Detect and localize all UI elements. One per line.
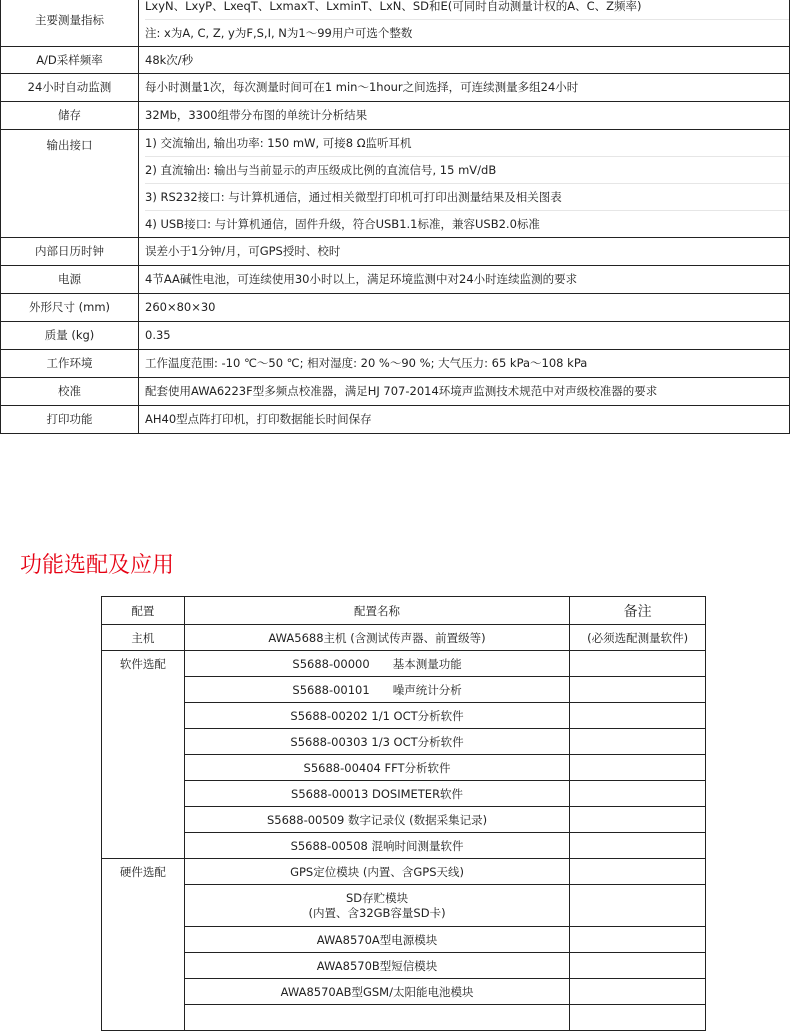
config-table <box>101 596 706 1031</box>
spec-row-calibration <box>1 377 790 405</box>
config-row <box>102 651 706 677</box>
spec-row-clock <box>1 237 790 265</box>
spec-value: 4节AA碱性电池，可连续使用30小时以上，满足环境监测中对24小时连续监测的要求 <box>139 265 790 293</box>
software-item: S5688-00202 1/1 OCT分析软件 <box>184 703 569 729</box>
spec-key: A/D采样频率 <box>1 47 139 74</box>
spec-value: 260×80×30 <box>139 293 790 321</box>
config-row <box>102 781 706 807</box>
spec-value: LxyN、LxyP、LxeqT、LxmaxT、LxminT、LxN、SD和E(可同时自动测量计权的A、C、Z频率) <box>145 0 642 13</box>
spec-value: AH40型点阵打印机，打印数据能长时间保存 <box>139 405 790 433</box>
header-note: 备注 <box>570 597 706 625</box>
hardware-item: AWA8570A型电源模块 <box>184 927 569 953</box>
spec-table <box>0 0 790 434</box>
section-heading: 功能选配及应用 <box>20 553 175 578</box>
config-row <box>102 885 706 927</box>
spec-row-output <box>1 129 790 237</box>
config-row <box>102 807 706 833</box>
spec-value: 1) 交流输出, 输出功率: 150 mW, 可接8 Ω监听耳机 <box>145 135 412 150</box>
spec-key: 质量 (kg) <box>1 321 139 349</box>
spec-key: 校准 <box>1 377 139 405</box>
config-row <box>102 1005 706 1031</box>
spec-key: 工作环境 <box>1 349 139 377</box>
spec-value: 配套使用AWA6223F型多频点校准器，满足HJ 707-2014环境声监测技术规范中对声级校准器的要求 <box>139 377 790 405</box>
config-row <box>102 979 706 1005</box>
config-row <box>102 833 706 859</box>
config-row <box>102 953 706 979</box>
hardware-item: GPS定位模块 (内置、含GPS天线) <box>184 859 569 885</box>
config-row <box>102 703 706 729</box>
hardware-item: SD存贮模块 <box>345 890 409 905</box>
spec-key: 主要测量指标 <box>1 0 139 47</box>
config-row <box>102 677 706 703</box>
header-config-name: 配置名称 <box>184 597 569 625</box>
software-item: S5688-00013 DOSIMETER软件 <box>184 781 569 807</box>
host-name: AWA5688主机 (含测试传声器、前置级等) <box>184 625 569 651</box>
header-config: 配置 <box>102 597 185 625</box>
spec-key: 外形尺寸 (mm) <box>1 293 139 321</box>
software-item: S5688-00303 1/3 OCT分析软件 <box>184 729 569 755</box>
spec-key: 电源 <box>1 265 139 293</box>
software-item: S5688-00000 基本测量功能 <box>184 651 569 677</box>
spec-row-size <box>1 293 790 321</box>
spec-value: 注: x为A, C, Z, y为F,S,I, N为1～99用户可选个整数 <box>145 19 789 46</box>
spec-value: 32Mb，3300组带分布图的单统计分析结果 <box>139 101 790 129</box>
spec-value: 误差小于1分钟/月，可GPS授时、校时 <box>139 237 790 265</box>
software-item: S5688-00101 噪声统计分析 <box>184 677 569 703</box>
spec-key: 24小时自动监测 <box>1 73 139 101</box>
spec-key: 内部日历时钟 <box>1 237 139 265</box>
config-row <box>102 755 706 781</box>
software-item: S5688-00508 混响时间测量软件 <box>184 833 569 859</box>
hardware-item: AWA8570AB型GSM/太阳能电池模块 <box>184 979 569 1005</box>
spec-key: 输出接口 <box>1 129 139 237</box>
host-label: 主机 <box>102 625 185 651</box>
software-label: 软件选配 <box>102 651 185 859</box>
spec-row-indicators <box>1 0 790 47</box>
spec-row-monitor <box>1 73 790 101</box>
config-row <box>102 729 706 755</box>
spec-value: 每小时测量1次，每次测量时间可在1 min～1hour之间选择，可连续测量多组24小时 <box>139 73 790 101</box>
hardware-item-sub: (内置、含32GB容量SD卡) <box>308 905 446 920</box>
spec-value: 3) RS232接口: 与计算机通信，通过相关微型打印机可打印出测量结果及相关图表 <box>145 183 789 210</box>
hardware-item: AWA8570B型短信模块 <box>184 953 569 979</box>
config-row-host <box>102 625 706 651</box>
spec-value: 48k次/秒 <box>139 47 790 74</box>
spec-row-storage <box>1 101 790 129</box>
spec-value: 0.35 <box>139 321 790 349</box>
spec-key: 打印功能 <box>1 405 139 433</box>
software-item: S5688-00509 数字记录仪 (数据采集记录) <box>184 807 569 833</box>
spec-value: 4) USB接口: 与计算机通信，固件升级，符合USB1.1标准，兼容USB2.0标准 <box>145 210 789 237</box>
spec-row-environment <box>1 349 790 377</box>
spec-value: 2) 直流输出: 输出与当前显示的声压级成比例的直流信号, 15 mV/dB <box>145 156 789 183</box>
hardware-label: 硬件选配 <box>102 859 185 1031</box>
config-row <box>102 927 706 953</box>
spec-row-ad <box>1 47 790 74</box>
spec-row-print <box>1 405 790 433</box>
spec-key: 储存 <box>1 101 139 129</box>
config-row <box>102 859 706 885</box>
spec-row-mass <box>1 321 790 349</box>
spec-row-power <box>1 265 790 293</box>
software-item: S5688-00404 FFT分析软件 <box>184 755 569 781</box>
host-note: (必须选配测量软件) <box>570 625 706 651</box>
spec-value: 工作温度范围: -10 ℃～50 ℃; 相对湿度: 20 %～90 %; 大气压力: 65 kPa～108 kPa <box>139 349 790 377</box>
config-header-row <box>102 597 706 625</box>
